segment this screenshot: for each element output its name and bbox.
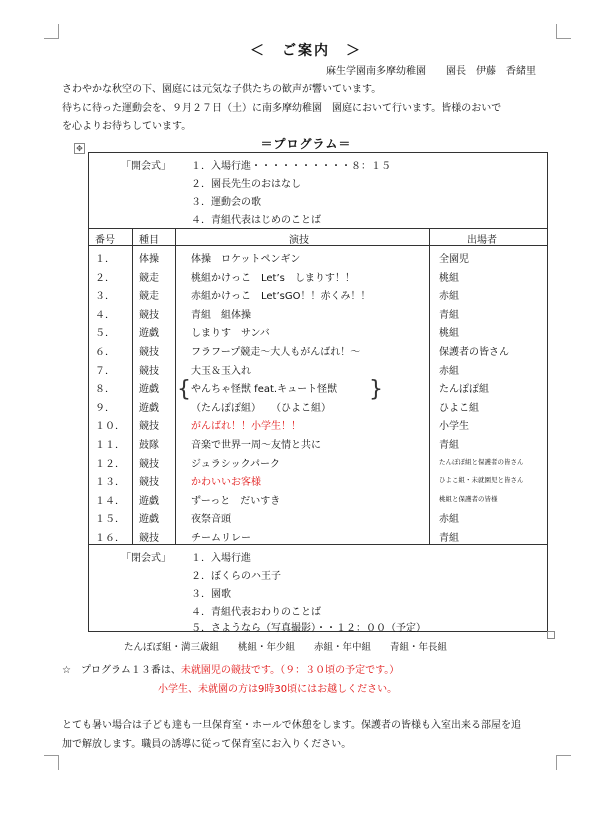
- row-performers: ひよこ組: [439, 402, 479, 414]
- corner-mark-top-left: [44, 24, 59, 39]
- row-number: １．: [95, 254, 115, 265]
- row-type: 競技: [139, 533, 159, 544]
- row-act: （たんぽぽ組） （ひよこ組）: [191, 402, 331, 414]
- row-number: ４．: [95, 309, 115, 321]
- row-performers: 赤組: [439, 365, 459, 377]
- move-anchor-icon[interactable]: ✥: [74, 143, 85, 154]
- greeting-line-1: さわやかな秋空の下、園庭には元気な子供たちの歓声が響いています。: [62, 84, 382, 95]
- row-act: 赤組かけっこ Let’sGO！！赤くみ！！: [191, 291, 371, 303]
- row-number: ８．: [95, 384, 115, 396]
- corner-mark-top-right: [556, 24, 571, 39]
- row-performers: たんぽぽ組と保護者の皆さん: [439, 457, 524, 466]
- row-type: 競走: [139, 291, 159, 303]
- closing-item: ５．さようなら（写真撮影）・・１２：００（予定）: [191, 623, 426, 634]
- row-number: ５．: [95, 328, 115, 340]
- row-performers: 桃組: [439, 328, 459, 340]
- corner-mark-bottom-right: [556, 755, 571, 770]
- row-type: 競技: [139, 309, 159, 321]
- row-act: 桃組かけっこ Let’s しまりす！！: [191, 272, 355, 284]
- row-type: 遊戯: [139, 402, 159, 414]
- row-number: １１．: [95, 440, 125, 451]
- row-type: 競技: [139, 421, 159, 433]
- row-performers: 全園児: [439, 254, 469, 265]
- row-type: 競技: [139, 477, 159, 489]
- row-type: 競走: [139, 272, 159, 284]
- row-number: １３．: [95, 477, 125, 489]
- row-number: １４．: [95, 495, 125, 507]
- row-type: 鼓隊: [139, 440, 159, 451]
- classes-legend: たんぽぽ組・満三歳組 桃組・年少組 赤組・年中組 青組・年長組: [124, 642, 448, 653]
- row-act: ずーっと だいすき: [191, 495, 281, 507]
- footer-line-1: とても暑い場合は子ども達も一旦保育室・ホールで休憩をします。保護者の皆様も入室出来る部屋を追: [62, 720, 521, 731]
- program-title: ＝プログラム＝: [260, 137, 352, 151]
- program-table: [88, 152, 548, 632]
- row-type: 遊戯: [139, 514, 159, 526]
- row-number: ６．: [95, 347, 115, 358]
- corner-mark-bottom-left: [44, 755, 59, 770]
- row-act: 夜祭音頭: [191, 514, 231, 526]
- row-performers: 青組: [439, 440, 459, 451]
- row-type: 遊戯: [139, 495, 159, 507]
- closing-item: ２．ぼくらのハ王子: [191, 571, 281, 582]
- row-act: ジュラシックパーク: [191, 458, 280, 470]
- row-act: 青組 組体操: [191, 309, 251, 321]
- header-type: 種目: [139, 235, 159, 246]
- footer-line-2: 加で解放します。職員の誘導に従って保育室にお入りください。: [62, 739, 352, 750]
- row-number: １６．: [95, 533, 125, 544]
- row-number: ７．: [95, 365, 115, 377]
- opening-item: ３．運動会の歌: [191, 197, 261, 208]
- row-performers: ひよこ組・未就園児と皆さん: [439, 476, 524, 485]
- row-type: 競技: [139, 365, 159, 377]
- closing-item: ３．園歌: [191, 589, 231, 600]
- row-type: 競技: [139, 347, 159, 358]
- row-number: １２．: [95, 458, 125, 470]
- row-number: １５．: [95, 514, 125, 526]
- row-performers: 桃組: [439, 272, 459, 284]
- row-type: 競技: [139, 458, 159, 470]
- greeting-line-2: 待ちに待った運動会を、９月２７日（土）に南多摩幼稚園 園庭において行います。皆様のおいで: [62, 103, 502, 114]
- opening-label: 「開会式」: [121, 161, 171, 172]
- row-act: かわいいお客様: [191, 477, 261, 489]
- header-act: 演技: [289, 235, 309, 246]
- row-act: しまりす サンバ: [191, 328, 270, 340]
- closing-label: 「閉会式」: [121, 553, 171, 564]
- row-number: ９．: [95, 402, 115, 414]
- row-type: 遊戯: [139, 328, 159, 340]
- note-arrival: 小学生、未就園の方は9時30頃にはお越しください。: [158, 684, 398, 695]
- row-number: ３．: [95, 291, 115, 303]
- closing-item: １．入場行進: [191, 553, 251, 564]
- row-act: フラフープ競走～大人もがんばれ！～: [191, 347, 361, 358]
- row-act: がんばれ！！小学生！！: [191, 421, 301, 433]
- row-number: １０．: [95, 421, 125, 433]
- sender-line: 麻生学園南多摩幼稚園 園長 伊藤 香緒里: [326, 66, 536, 77]
- row-act: チームリレー: [191, 533, 251, 544]
- row-type: 遊戯: [139, 384, 159, 396]
- table-resize-handle[interactable]: [547, 631, 555, 639]
- header-number: 番号: [95, 235, 115, 246]
- row-performers: 桃組と保護者の皆様: [439, 494, 498, 503]
- opening-item: ２．園長先生のおはなし: [191, 179, 301, 190]
- row-performers: 赤組: [439, 514, 459, 526]
- row-act: 音楽で世界一周～友情と共に: [191, 440, 321, 451]
- row-performers: 小学生: [439, 421, 469, 433]
- row-type: 体操: [139, 254, 159, 265]
- row-act: 大玉＆玉入れ: [191, 365, 251, 377]
- page-title: ＜ ご案内 ＞: [250, 43, 362, 59]
- row-act: 体操 ロケットペンギン: [191, 254, 301, 265]
- note-prefix: ☆ プログラム１３番は、: [62, 665, 181, 676]
- closing-item: ４．青組代表おわりのことば: [191, 607, 321, 618]
- brace-right: }: [369, 377, 383, 402]
- row-performers: 保護者の皆さん: [439, 347, 509, 358]
- row-act: やんちゃ怪獣 feat.キュート怪獣: [191, 384, 338, 396]
- header-performers: 出場者: [467, 235, 497, 246]
- opening-item: ４．青組代表はじめのことば: [191, 215, 321, 226]
- row-performers: 青組: [439, 309, 459, 321]
- note-red: 未就園児の競技です。（９：３０頃の予定です。）: [180, 665, 400, 676]
- row-performers: たんぽぽ組: [439, 384, 489, 396]
- greeting-line-3: を心よりお待ちしています。: [62, 121, 192, 132]
- row-performers: 赤組: [439, 291, 459, 303]
- row-performers: 青組: [439, 533, 459, 544]
- opening-item: １．入場行進・・・・・・・・・・８：１５: [191, 161, 391, 172]
- row-number: ２．: [95, 272, 115, 284]
- brace-left: {: [177, 377, 191, 402]
- note-program-13: [62, 661, 399, 676]
